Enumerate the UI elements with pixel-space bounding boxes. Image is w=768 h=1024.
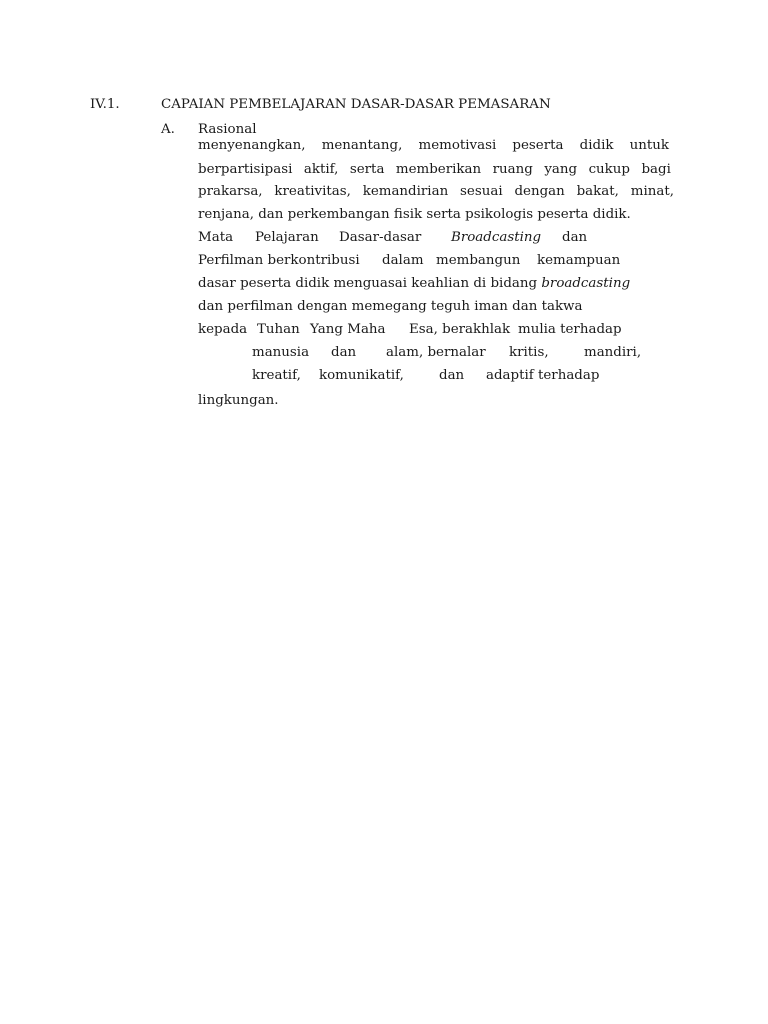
word: alam, bernalar bbox=[386, 345, 486, 360]
word: dan bbox=[439, 368, 465, 383]
word: prakarsa, bbox=[198, 184, 263, 199]
word: membangun bbox=[436, 253, 521, 268]
paragraph-line-3 bbox=[198, 184, 674, 200]
word: Pelajaran bbox=[255, 230, 319, 245]
word: Dasar-dasar bbox=[339, 230, 422, 245]
paragraph-line-7 bbox=[198, 276, 630, 292]
word: sesuai bbox=[460, 184, 503, 199]
word: aktif, bbox=[303, 162, 339, 177]
word: manusia bbox=[252, 345, 310, 360]
subsection-letter: A. bbox=[161, 122, 175, 137]
word: didik bbox=[579, 138, 614, 153]
paragraph-line-2 bbox=[198, 162, 671, 178]
word: untuk bbox=[629, 138, 669, 153]
word: dalam bbox=[382, 253, 424, 268]
word: kreatif, bbox=[252, 368, 301, 383]
word: dengan bbox=[514, 184, 565, 199]
line-text: dasar peserta didik menguasai keahlian di bidang bbox=[198, 276, 538, 291]
word: kemandirian bbox=[362, 184, 449, 199]
word: ruang bbox=[492, 162, 533, 177]
word: kepada bbox=[198, 322, 248, 337]
word: mulia terhadap bbox=[518, 322, 622, 337]
word: minat, bbox=[630, 184, 674, 199]
word: Esa, berakhlak bbox=[409, 322, 511, 337]
paragraph-line-8: dan perfilman dengan memegang teguh iman dan takwa bbox=[198, 299, 583, 314]
word: mandiri, bbox=[584, 345, 642, 360]
word: kreativitas, bbox=[274, 184, 351, 199]
word: serta bbox=[349, 162, 385, 177]
word: yang bbox=[544, 162, 578, 177]
word: menyenangkan, bbox=[198, 138, 306, 153]
word: dan bbox=[562, 230, 588, 245]
section-number: IV.1. bbox=[90, 97, 120, 112]
word: peserta bbox=[512, 138, 564, 153]
paragraph-line-4: renjana, dan perkembangan fisik serta psikologis peserta didik. bbox=[198, 207, 631, 222]
word: menantang, bbox=[321, 138, 403, 153]
word: memberikan bbox=[395, 162, 482, 177]
word-italic: broadcasting bbox=[541, 276, 631, 291]
word: dan bbox=[331, 345, 357, 360]
word: Mata bbox=[198, 230, 234, 245]
paragraph-line-1 bbox=[198, 138, 669, 154]
word-italic: Broadcasting bbox=[451, 230, 542, 245]
word: Yang Maha bbox=[310, 322, 386, 337]
word: bagi bbox=[641, 162, 671, 177]
word: Perfilman berkontribusi bbox=[198, 253, 360, 268]
section-title: CAPAIAN PEMBELAJARAN DASAR-DASAR PEMASARAN bbox=[161, 97, 551, 112]
subsection-title: Rasional bbox=[198, 122, 257, 137]
paragraph-line-12: lingkungan. bbox=[198, 393, 279, 408]
word: kemampuan bbox=[537, 253, 621, 268]
word: cukup bbox=[588, 162, 630, 177]
word: Tuhan bbox=[257, 322, 300, 337]
word: bakat, bbox=[576, 184, 619, 199]
word: adaptif terhadap bbox=[486, 368, 600, 383]
word: kritis, bbox=[509, 345, 549, 360]
word: komunikatif, bbox=[319, 368, 404, 383]
word: memotivasi bbox=[418, 138, 497, 153]
word: berpartisipasi bbox=[198, 162, 293, 177]
